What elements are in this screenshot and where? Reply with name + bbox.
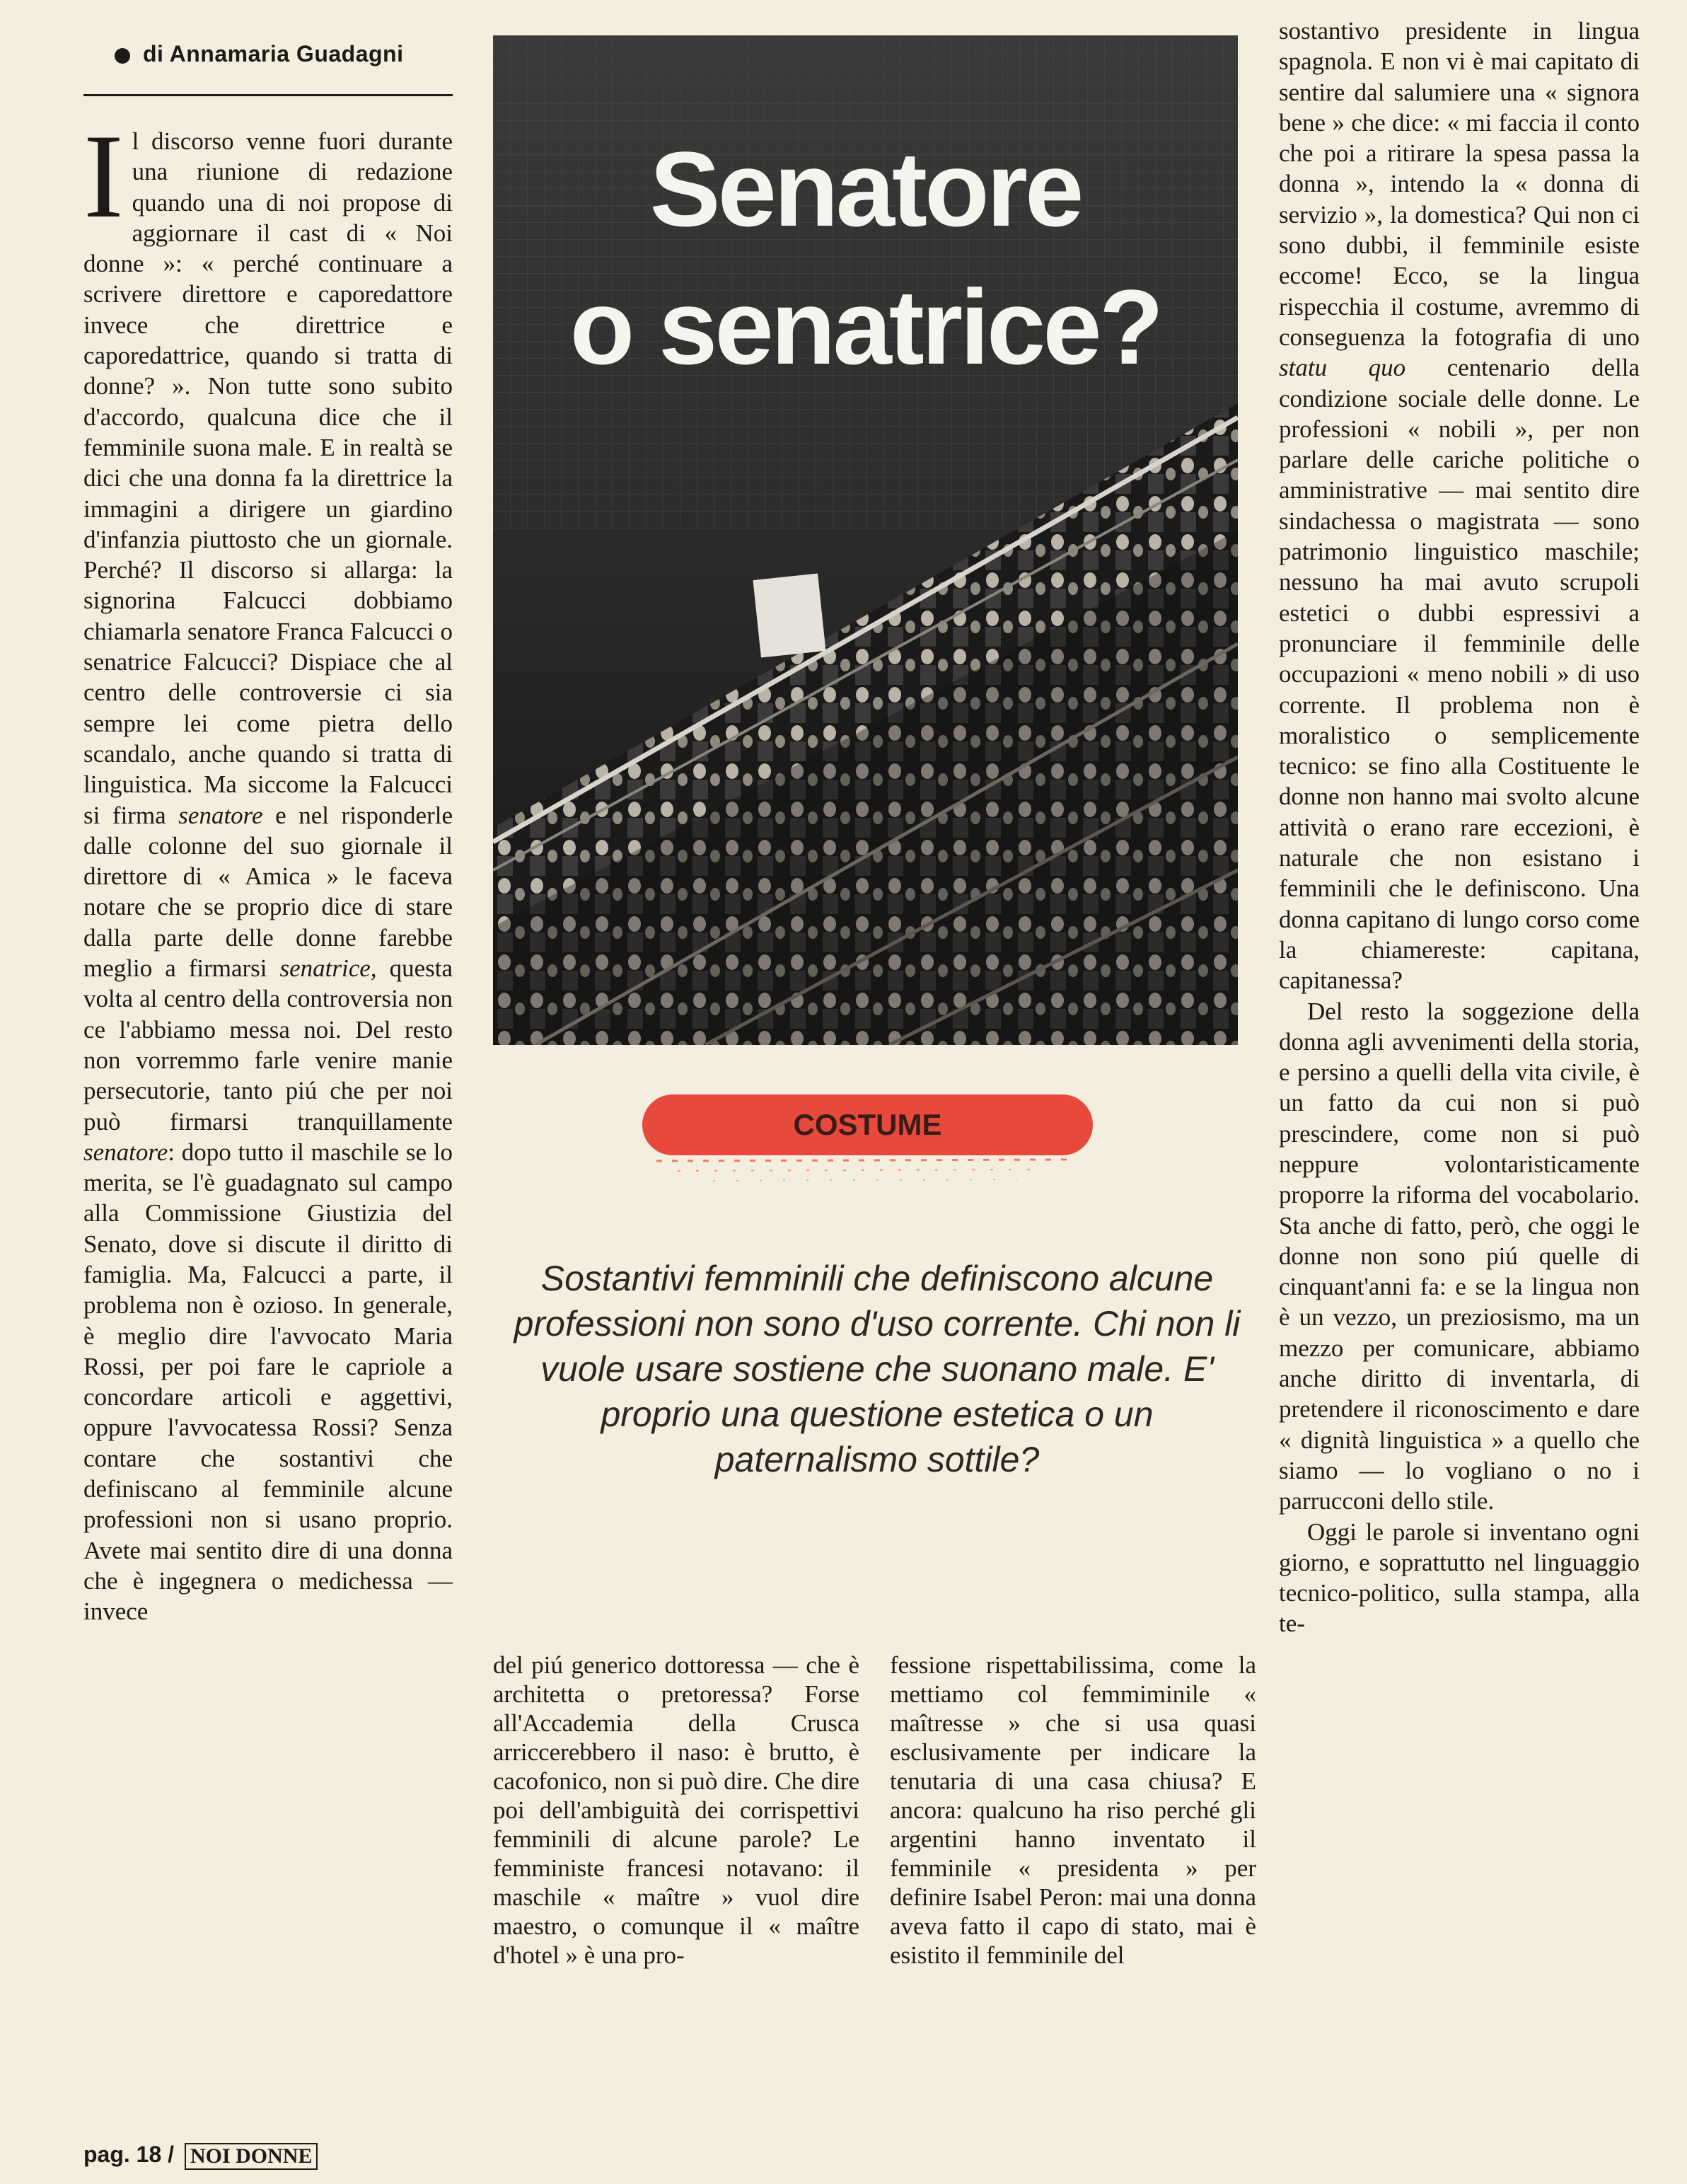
article-paragraph: sostantivo presidente in lingua spagnola. E non vi è mai capitato di sentire dal salumiere una « signora bene » che dice: « mi faccia il conto che poi a ritirare la spesa passa la donna », intendo la « donna di servizio », la domestica? Qui non ci sono dubbi, il femminile esiste eccome! Ecco, se la lingua rispecchia il costume, avremmo di conseguenza la fotografia di uno statu quo centenario della condizione sociale delle donne. Le professioni « nobili », per non parlare delle cariche politiche o amministrative — mai sentito dire sindachessa o magistrata — sono patrimonio linguistico maschile; nessuno ha mai avuto scrupoli estetici o dubbi espressivi a pronunciare il femminile delle occupazioni « meno nobili » di uso corrente. Il problema non è moralistico o semplicemente tecnico: se fino alla Costituente le donne non hanno mai svolto alcune attività o erano rare eccezioni, è naturale che non esistano i femminili che le definiscono. Una donna capitano di lungo corso come la chiamereste: capitana, capitanessa? [1279,17,1640,995]
article-column-4 [1279,16,1640,2117]
headline-line-1: Senatore [649,129,1082,248]
page-footer [83,2138,318,2171]
masthead: NOI DONNE [185,2143,318,2170]
article-paragraph: Del resto la soggezione della donna agli avvenimenti della storia, e persino a quelli della vita civile, è un fatto da cui non si può prescindere, come non si può neppure volontaristicamente proporre la riforma del vocabolario. Sta anche di fatto, però, che oggi le donne non sono piú quelle di cinquant'anni fa: e se la lingua non è un vezzo, un preziosismo, ma un mezzo per comunicare, abbiamo anche diritto di inventarla, di pretendere il riconoscimento e dare « dignità linguistica » a quello che siamo — lo vogliano o no i parrucconi dello stile. [1279,997,1640,1515]
footer-separator: / [168,2142,175,2167]
article-paragraph: Il discorso venne fuori durante una riunione di redazione quando una di noi propose di aggiornare il cast di « Noi donne »: « perché continuare a scrivere direttore e caporedattore invece che direttrice e caporedattrice, quando si tratta di donne? ». Non tutte sono subito d'accordo, qualcuna dice che il femminile suona male. E in realtà se dici che una donna fa la direttrice la immagini a dirigere un giardino d'infanzia piuttosto che un giornale. Perché? Il discorso si allarga: la signorina Falcucci dobbiamo chiamarla senatore Franca Falcucci o senatrice Falcucci? Dispiace che al centro delle controversie ci sia sempre lei come pietra dello scandalo, anche quando si tratta di linguistica. Ma siccome la Falcucci si firma senatore e nel risponderle dalle colonne del suo giornale il direttore di « Amica » le faceva notare che se proprio dice di stare dalla parte delle donne farebbe meglio a firmarsi senatrice, questa volta al centro della controversia non ce l'abbiamo messa noi. Del resto non vorremmo farle venire manie persecutorie, tanto piú che per noi può firmarsi tranquillamente senatore: dopo tutto il maschile se lo merita, se l'è guadagnato sul campo alla Commissione Giustizia del Senato, dove si discute il diritto di famiglia. Ma, Falcucci a parte, il problema non è ozioso. In generale, è meglio dire l'avvocato Maria Rossi, per poi fare le capriole a concordare articoli e aggettivi, oppure l'avvocatessa Rossi? Senza contare che sostantivi che definiscano al femminile alcune professioni non si usano proprio. Avete mai sentito dire di una donna che è ingegnera o medichessa — invece [83,126,453,1626]
headline-line-2: o senatrice? [569,267,1161,386]
headline [493,120,1238,396]
deck-subtitle: Sostantivi femminili che definiscono alcune professioni non sono d'uso corrente. Chi non li vuole usare sostiene che suonano male. E' proprio una questione estetica o un paternalismo sottile? [514,1259,1241,1479]
article-paragraph: fessione rispettabilissima, come la mettiamo col femmiminile « maîtresse » che si usa quasi esclusivamente per indicare la tenutaria di una casa chiusa? E ancora: qualcuno ha riso perché gli argentini hanno inventato il femminile « presidenta » per definire Isabel Peron: mai una donna aveva fatto il capo di stato, mai è esistito il femminile del [890,1651,1256,1969]
byline-text: di Annamaria Guadagni [143,41,404,67]
article-paragraph: Oggi le parole si inventano ogni giorno, e soprattutto nel linguaggio tecnico-politico, sulla stampa, alla te- [1279,1518,1640,1638]
article-column-1 [83,126,453,2029]
article-paragraph: del piú generico dottoressa — che è architetta o pretoressa? Forse all'Accademia della Crusca arriccerebbero il naso: è brutto, è cacofonico, non si può dire. Che dire poi dell'ambiguità dei corrispettivi femminili di alcune parole? Le femministe francesi notavano: il maschile « maître » vuol dire maestro, o comunque il « maître d'hotel » è una pro- [493,1651,859,1969]
article-column-3 [890,1651,1256,2146]
page-number: pag. 18 [83,2142,162,2167]
drop-cap: I [83,126,124,243]
section-tag: COSTUME [642,1094,1093,1155]
senate-photo [493,35,1238,1045]
tag-ink-texture [649,1157,1074,1186]
article-column-2 [493,1651,859,2146]
byline-rule [83,94,453,96]
byline [83,41,453,67]
bullet-dot [115,48,130,64]
